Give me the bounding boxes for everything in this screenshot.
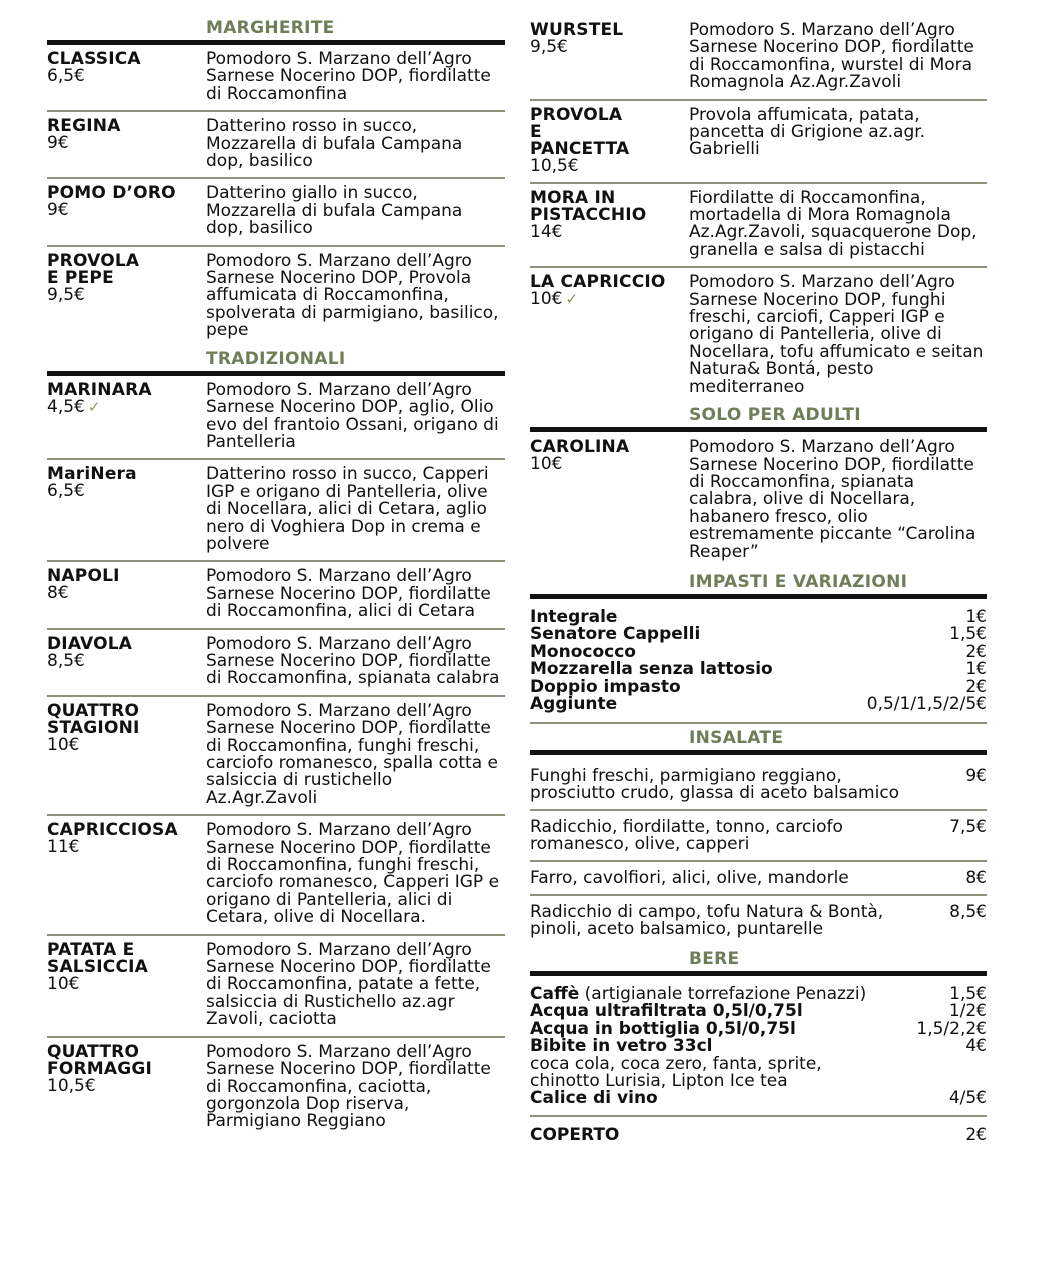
item-price: 9€ [47, 200, 69, 221]
item-name: Integrale [530, 606, 618, 627]
item-description: Pomodoro S. Marzano dell’Agro Sarnese Nocerino DOP, fiordilatte di Roccamonfina, spianata calabra [206, 633, 500, 689]
menu-item [530, 184, 987, 269]
item-price: 9,5€ [47, 284, 85, 305]
list-item [530, 696, 987, 714]
menu-item [47, 247, 505, 347]
item-description: Pomodoro S. Marzano dell’Agro Sarnese Nocerino DOP, fiordilatte di Roccamonfina, alici di Cetara [206, 566, 491, 622]
item-price: 10€ [530, 289, 563, 310]
menu-item [47, 460, 505, 562]
item-name: QUATTRO STAGIONI [47, 700, 140, 738]
item-name: DIAVOLA [47, 633, 133, 654]
item-price: 9€ [965, 765, 987, 786]
section-tradizionali [47, 349, 505, 369]
item-description: Pomodoro S. Marzano dell’Agro Sarnese Nocerino DOP, fiordilatte di Roccamonfina, funghi freschi, carciofo romanesco, spalla cotta e salsiccia di rustichello Az.Agr.Zavoli [206, 700, 498, 808]
item-description: Pomodoro S. Marzano dell’Agro Sarnese Nocerino DOP, fiordilatte di Roccamonfina, spianata calabra, olive di Nocellara, habanero fresco, olio estremamente piccante “Carolina Reaper” [689, 437, 976, 562]
section-title: INSALATE [689, 727, 784, 748]
item-name: Acqua in bottiglia 0,5l/0,75l [530, 1018, 796, 1039]
item-price: 1,5€ [949, 624, 987, 645]
item-price: 10,5€ [530, 155, 579, 176]
item-description: Pomodoro S. Marzano dell’Agro Sarnese Nocerino DOP, fiordilatte di Roccamonfina [206, 49, 491, 104]
item-name: MariNera [47, 464, 137, 485]
item-name: Bibite in vetro 33cl [530, 1036, 713, 1057]
menu-item [47, 816, 505, 935]
item-name: Acqua ultrafiltrata 0,5l/0,75l [530, 1001, 803, 1022]
item-name: QUATTRO FORMAGGI [47, 1041, 153, 1079]
item-description: Fiordilatte di Roccamonfina, mortadella di Mora Romagnola Az.Agr.Zavoli, squacquerone Dop, granella e salsa di pistacchi [689, 187, 977, 260]
item-price: 6,5€ [47, 481, 85, 502]
item-name: Senatore Cappelli [530, 624, 701, 645]
section-title: BERE [689, 948, 740, 969]
item-description: Pomodoro S. Marzano dell’Agro Sarnese Nocerino DOP, fiordilatte di Roccamonfina, wurstel di Mora Romagnola Az.Agr.Zavoli [689, 20, 974, 93]
item-name: Aggiunte [530, 694, 618, 715]
item-description: coca cola, coca zero, fanta, sprite, chinotto Lurisia, Lipton Ice tea [530, 1053, 822, 1091]
item-price: 10€ [530, 454, 563, 475]
menu-item [47, 936, 505, 1038]
item-price: 2€ [965, 1125, 987, 1146]
item-price: 10€ [47, 973, 80, 994]
item-price: 10,5€ [47, 1075, 96, 1096]
bere-list [530, 976, 987, 1118]
menu-item [530, 16, 987, 101]
item-price: 9,5€ [530, 37, 568, 57]
item-price: 4€ [965, 1036, 987, 1057]
item-description: Pomodoro S. Marzano dell’Agro Sarnese Nocerino DOP, fiordilatte di Roccamonfina, patate a fette, salsiccia di Rustichello az.agr Zavoli, caciotta [206, 939, 491, 1030]
list-item [530, 811, 987, 862]
menu-item [47, 112, 505, 179]
item-price: 8€ [965, 867, 987, 888]
section-bere [530, 949, 987, 969]
item-name: PROVOLA E PANCETTA [530, 104, 630, 159]
section-adulti [530, 405, 987, 425]
item-note: (artigianale torrefazione Penazzi) [584, 983, 867, 1004]
item-name: COPERTO [530, 1125, 620, 1146]
item-description: Pomodoro S. Marzano dell’Agro Sarnese Nocerino DOP, funghi freschi, carciofi, Capperi IGP e origano di Pantelleria, olive di Nocellara, tofu affumicato e seitan Natura& Bontá, pesto mediterraneo [689, 272, 984, 397]
item-description: Provola affumicata, patata, pancetta di Grigione az.agr. Gabrielli [689, 104, 926, 160]
item-name: Monococco [530, 641, 636, 662]
section-margherite [47, 18, 505, 38]
item-description: Pomodoro S. Marzano dell’Agro Sarnese Nocerino DOP, Provola affumicata di Roccamonfina, spolverata di parmigiano, basilico, pepe [206, 250, 499, 341]
item-description: Pomodoro S. Marzano dell’Agro Sarnese Nocerino DOP, aglio, Olio evo del frantoio Ossani, origano di Pantelleria [206, 379, 499, 452]
item-price: 14€ [530, 221, 563, 242]
list-item [530, 1087, 987, 1108]
item-name: POMO D’ORO [47, 183, 176, 204]
section-title: IMPASTI E VARIAZIONI [689, 571, 908, 592]
section-title: TRADIZIONALI [206, 348, 346, 369]
list-item [530, 755, 987, 811]
menu-item [47, 45, 505, 112]
item-name: PROVOLA E PEPE [47, 250, 140, 288]
menu-item [47, 1038, 505, 1138]
item-price: 6,5€ [47, 66, 85, 86]
menu-item [47, 376, 505, 461]
menu-item [47, 179, 505, 246]
section-title: MARGHERITE [206, 18, 335, 38]
item-price: 7,5€ [949, 816, 987, 837]
item-description: Radicchio, fiordilatte, tonno, carciofo romanesco, olive, capperi [530, 816, 843, 854]
item-name: PATATA E SALSICCIA [47, 939, 149, 977]
item-name: Caffè [530, 983, 580, 1004]
leaf-icon: ✓ [565, 290, 579, 309]
item-name: MARINARA [47, 379, 152, 400]
item-price: 9€ [47, 133, 69, 154]
item-name: Doppio impasto [530, 676, 681, 697]
item-name: NAPOLI [47, 566, 120, 587]
item-price: 2€ [965, 676, 987, 697]
item-price: 8€ [47, 583, 69, 604]
menu-item [47, 562, 505, 629]
item-name: Calice di vino [530, 1087, 658, 1108]
item-price: 10€ [47, 734, 80, 755]
item-description: Datterino rosso in succo, Mozzarella di bufala Campana dop, basilico [206, 116, 463, 172]
item-price: 8,5€ [47, 650, 85, 671]
item-description: Radicchio di campo, tofu Natura & Bontà, pinoli, aceto balsamico, puntarelle [530, 901, 884, 939]
item-name: LA CAPRICCIO [530, 272, 666, 293]
item-price: 0,5/1/1,5/2/5€ [866, 694, 987, 715]
item-name: MORA IN PISTACCHIO [530, 187, 647, 225]
item-price: 1,5€ [949, 983, 987, 1004]
section-insalate [530, 728, 987, 748]
item-price: 2€ [965, 641, 987, 662]
impasti-list [530, 599, 987, 724]
menu-item [47, 697, 505, 816]
menu-item [530, 432, 987, 568]
section-title: SOLO PER ADULTI [689, 405, 861, 426]
menu-item [530, 268, 987, 403]
item-price: 1€ [965, 606, 987, 627]
item-price: 1/2€ [948, 1001, 987, 1022]
item-description: Datterino rosso in succo, Capperi IGP e origano di Pantelleria, olive di Nocellara, alici di Cetara, aglio nero di Voghiera Dop in crema e polvere [206, 464, 489, 554]
item-name: CAROLINA [530, 437, 630, 458]
item-name: REGINA [47, 116, 121, 137]
leaf-icon: ✓ [87, 397, 101, 416]
item-name: CLASSICA [47, 49, 141, 69]
item-description: Pomodoro S. Marzano dell’Agro Sarnese Nocerino DOP, fiordilatte di Roccamonfina, caciotta, gorgonzola Dop riserva, Parmigiano Reggiano [206, 1041, 491, 1132]
coperto-row [530, 1117, 987, 1153]
item-price: 1€ [965, 659, 987, 680]
item-price: 4,5€ [47, 396, 85, 417]
left-column [47, 18, 505, 1138]
item-description: Farro, cavolfiori, alici, olive, mandorle [530, 867, 849, 888]
item-name: WURSTEL [530, 20, 624, 40]
menu-item [47, 630, 505, 697]
menu-item [530, 101, 987, 184]
section-impasti [530, 572, 987, 592]
item-description: Datterino giallo in succo, Mozzarella di bufala Campana dop, basilico [206, 183, 463, 239]
item-description: Pomodoro S. Marzano dell’Agro Sarnese Nocerino DOP, fiordilatte di Roccamonfina, funghi freschi, carciofo romanesco, Capperi IGP e origano di Pantelleria, alici di Cetara, olive di Nocellara. [206, 820, 500, 928]
list-item [530, 896, 987, 945]
right-column [530, 16, 987, 1153]
list-item [530, 862, 987, 896]
item-price: 8,5€ [949, 901, 987, 922]
item-description: Funghi freschi, parmigiano reggiano, prosciutto crudo, glassa di aceto balsamico [530, 765, 900, 803]
item-price: 1,5/2,2€ [916, 1018, 987, 1039]
item-price: 11€ [47, 837, 80, 858]
item-name: Mozzarella senza lattosio [530, 659, 773, 680]
item-name: CAPRICCIOSA [47, 820, 178, 841]
item-price: 4/5€ [948, 1087, 987, 1108]
